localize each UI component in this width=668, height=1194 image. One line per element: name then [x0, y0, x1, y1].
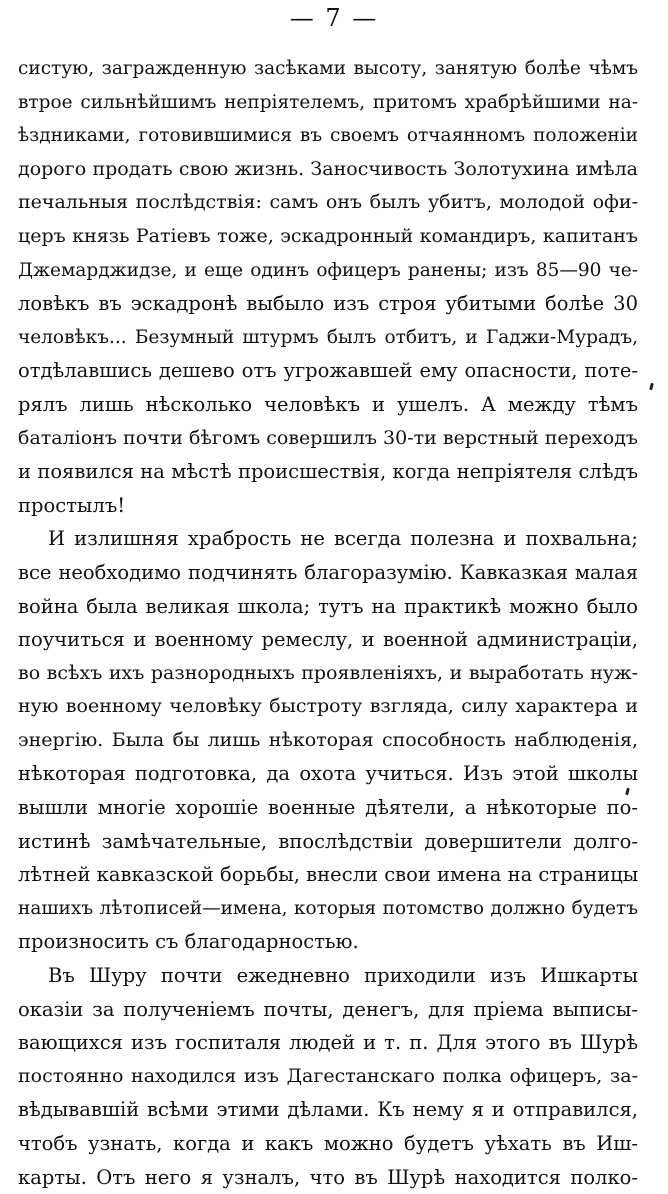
- text-line: вѣдывавшій всѣми этими дѣлами. Къ нему я и отправился,: [18, 1098, 638, 1122]
- text-line: церъ князь Ратіевъ тоже, эскадронный командиръ, капитанъ: [18, 224, 638, 247]
- text-line: И излишняя храбрость не всегда полезна и похвальна;: [48, 527, 638, 551]
- text-line: баталіонъ почти бѣгомъ совершилъ 30-ти верстный переходъ: [18, 426, 638, 449]
- text-line: ную военному человѣку быстроту взгляда, силу характера и: [18, 695, 638, 718]
- text-line: нѣкоторая подготовка, да охота учиться. Изъ этой школы: [18, 762, 638, 786]
- text-line: произносить съ благодарностью.: [18, 930, 359, 954]
- paragraph-2: [18, 522, 638, 959]
- text-line: карты. Отъ него я узналъ, что въ Шурѣ находится полко-: [18, 1165, 638, 1189]
- text-line: оказіи за полученіемъ почты, денегъ, для пріема выписы-: [18, 997, 638, 1021]
- text-line: все необходимо подчинять благоразумію. Кавказкая малая: [18, 560, 638, 584]
- text-line: во всѣхъ ихъ разнородныхъ проявленіяхъ, и выработать нуж-: [18, 661, 638, 684]
- text-line: вающихся изъ госпиталя людей и т. п. Для этого въ Шурѣ: [18, 1031, 638, 1055]
- text-line: человѣкъ... Безумный штурмъ былъ отбитъ, и Гаджи-Мурадъ,: [18, 326, 638, 348]
- page-number: — 7 —: [289, 4, 379, 32]
- text-line: дорого продать свою жизнь. Заносчивость Золотухина имѣла: [18, 157, 638, 180]
- text-line: Въ Шуру почти ежедневно приходили изъ Ишкарты: [48, 964, 638, 988]
- text-line: печальныя послѣдствія: самъ онъ былъ убитъ, молодой офи-: [18, 191, 638, 214]
- text-line: Джемарджидзе, и еще одинъ офицеръ ранены; изъ 85—90 че-: [18, 259, 638, 281]
- text-line: энергію. Была бы лишь нѣкоторая способность наблюденія,: [18, 728, 638, 751]
- text-line: вышли многіе хорошіе военные дѣятели, а нѣкоторые по-: [18, 796, 638, 820]
- text-line: нашихъ лѣтописей—имена, которыя потомство должно будетъ: [18, 897, 638, 919]
- text-line: ѣздниками, готовившимися въ своемъ отчаянномъ положеніи: [18, 125, 638, 147]
- text-line: отдѣлавшись дешево отъ угрожавшей ему опасности, поте-: [18, 359, 638, 383]
- text-line: постоянно находился изъ Дагестанскаго полка офицеръ, за-: [18, 1064, 638, 1087]
- text-line: ловѣкъ въ эскадронѣ выбыло изъ строя убитыми болѣе 30: [18, 292, 638, 316]
- text-line: чтобъ узнать, когда и какъ можно будетъ уѣхать въ Иш-: [18, 1132, 638, 1155]
- text-line: простылъ!: [18, 493, 126, 517]
- text-line: рялъ лишь нѣсколько человѣкъ и ушелъ. А между тѣмъ: [18, 392, 638, 416]
- text-line: и появился на мѣстѣ происшествія, когда непріятеля слѣдъ: [18, 460, 638, 484]
- text-line: систую, загражденную засѣками высоту, занятую болѣе чѣмъ: [18, 58, 638, 79]
- text-line: война была великая школа; тутъ на практикѣ можно было: [18, 594, 638, 618]
- text-line: втрое сильнѣйшимъ непріятелемъ, притомъ храбрѣйшими на-: [18, 91, 638, 113]
- text-line: лѣтней кавказской борьбы, внесли свои имена на страницы: [18, 863, 638, 887]
- text-line: поучиться и военному ремеслу, и военной администраціи,: [18, 628, 638, 652]
- body-text: [18, 52, 638, 1194]
- text-line: истинѣ замѣчательные, впослѣдствіи довершители долго-: [18, 829, 638, 853]
- paragraph-3: [18, 959, 638, 1194]
- paragraph-1: [18, 52, 638, 522]
- scan-speck: [649, 383, 654, 391]
